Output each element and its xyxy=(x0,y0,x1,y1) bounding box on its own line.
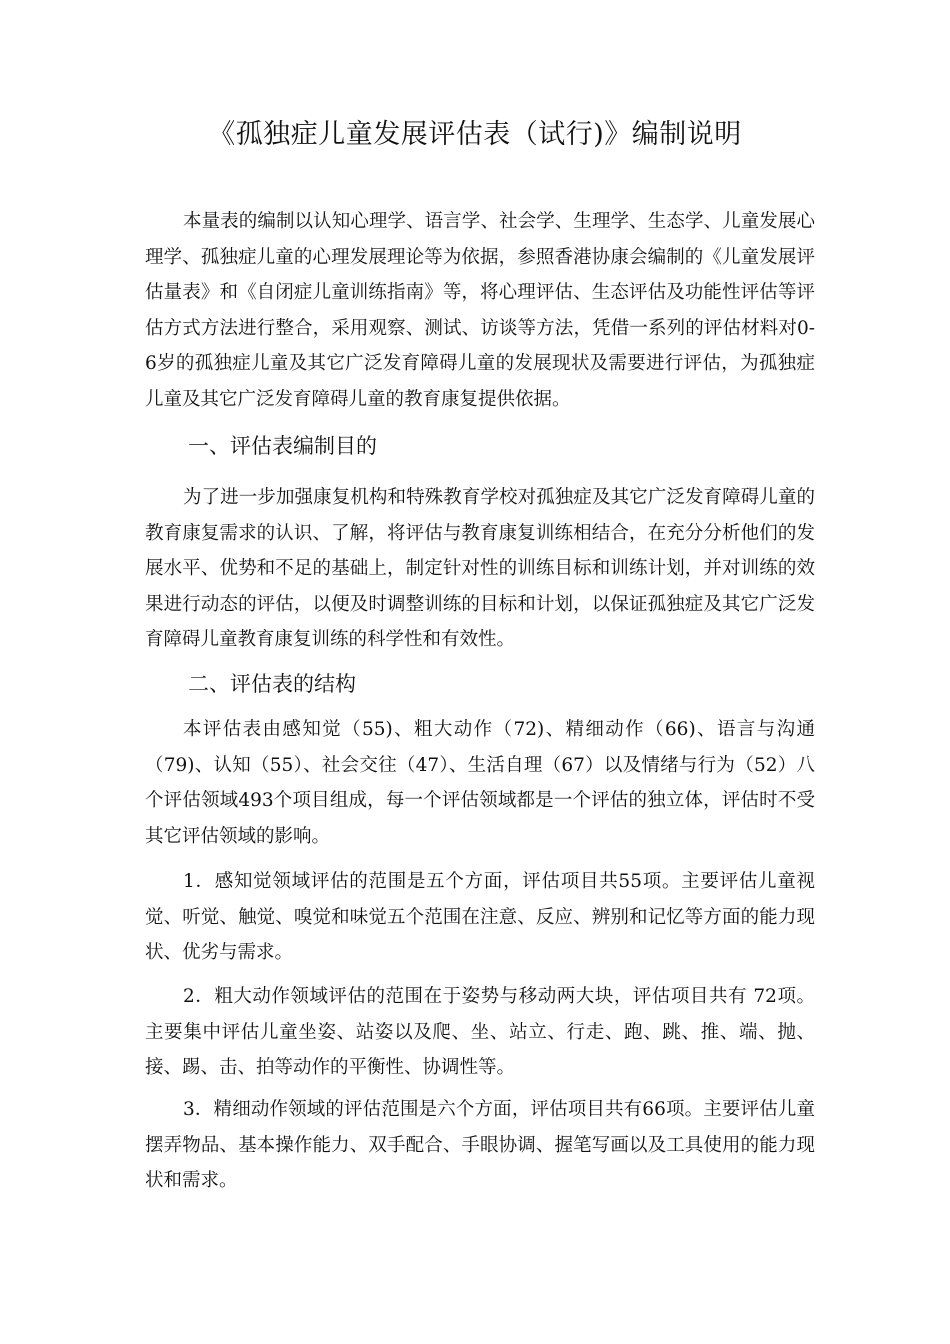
section-heading-purpose: 一、评估表编制目的 xyxy=(188,434,377,458)
structure-item-gross-motor: 2．粗大动作领域评估的范围在于姿势与移动两大块，评估项目共有 72项。主要集中评估儿童坐姿、站姿以及爬、坐、站立、行走、跑、跳、推、端、抛、接、踢、击、拍等动作的平衡性、协调性等。 xyxy=(145,986,815,1078)
purpose-paragraph: 为了进一步加强康复机构和特殊教育学校对孤独症及其它广泛发育障碍儿童的教育康复需求的认识、了解，将评估与教育康复训练相结合，在充分分析他们的发展水平、优势和不足的基础上，制定针对性的训练目标和训练计划，并对训练的效果进行动态的评估，以便及时调整训练的目标和计划，以保证孤独症及其它广泛发育障碍儿童教育康复训练的科学性和有效性。 xyxy=(145,487,815,650)
document-title: 《孤独症儿童发展评估表（试行)》编制说明 xyxy=(208,119,742,150)
intro-paragraph: 本量表的编制以认知心理学、语言学、社会学、生理学、生态学、儿童发展心理学、孤独症儿童的心理发展理论等为依据，参照香港协康会编制的《儿童发展评估量表》和《自闭症儿童训练指南》等，将心理评估、生态评估及功能性评估等评估方式方法进行整合，采用观察、测试、访谈等方法，凭借一系列的评估材料对0-6岁的孤独症儿童及其它广泛发育障碍儿童的发展现状及需要进行评估，为孤独症儿童及其它广泛发育障碍儿童的教育康复提供依据。 xyxy=(145,211,815,410)
structure-paragraph: 本评估表由感知觉（55)、粗大动作（72)、精细动作（66)、语言与沟通（79)、认知（55）、社会交往（47）、生活自理（67）以及情绪与行为（52）八个评估领域493个项目组成，每一个评估领域都是一个评估的独立体，评估时不受其它评估领域的影响。 xyxy=(145,719,815,847)
structure-item-perception: 1．感知觉领域评估的范围是五个方面，评估项目共55项。主要评估儿童视觉、听觉、触觉、嗅觉和味觉五个范围在注意、反应、辨别和记忆等方面的能力现状、优劣与需求。 xyxy=(145,871,815,963)
structure-item-fine-motor: 3．精细动作领域的评估范围是六个方面，评估项目共有66项。主要评估儿童摆弄物品、基本操作能力、双手配合、手眼协调、握笔写画以及工具使用的能力现状和需求。 xyxy=(145,1099,815,1191)
section-heading-structure: 二、评估表的结构 xyxy=(188,672,356,696)
